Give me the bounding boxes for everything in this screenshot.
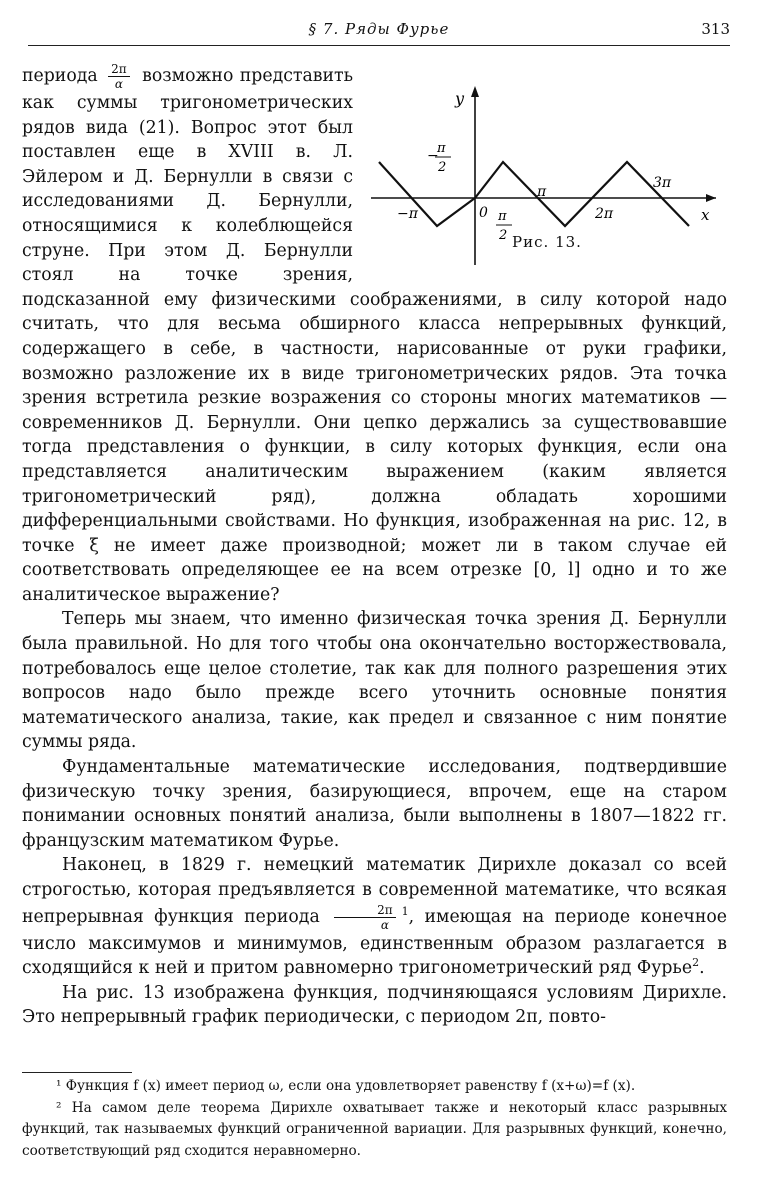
- neg-pi-label: −π: [397, 206, 418, 222]
- x-axis-arrow: [706, 194, 716, 202]
- paragraph-1: [22, 62, 727, 607]
- footnote-2: ² На самом деле теорема Дирихле охватывает также и некоторый класс разрывных функций, так называемых функций ограниченной вариации. Для разрывных функций, конечно, соответствующий ряд сходится неравномерно.: [22, 1099, 727, 1159]
- half-pi-denominator: 2: [499, 228, 508, 243]
- paragraph-4-middle: , имеющая на периоде конечное число максимумов и минимумов, единственным образом разлагается в сходящийся к ней и притом равномерно тригонометрический ряд Фурье: [22, 906, 727, 979]
- paragraph-4: [22, 853, 727, 980]
- header-rule: [28, 45, 730, 46]
- y-axis-label: y: [455, 89, 465, 108]
- footnote-ref-2[interactable]: 2: [692, 956, 700, 970]
- fraction-denominator-2: α: [380, 917, 389, 932]
- footnote-ref-1[interactable]: 1: [401, 904, 409, 918]
- footnotes: [22, 1072, 727, 1162]
- section-title: § 7. Ряды Фурье: [308, 20, 450, 38]
- figure-caption: Рис. 13.: [512, 233, 582, 251]
- half-pi-numerator: π: [498, 209, 507, 224]
- neg-half-pi-denominator: 2: [438, 160, 447, 175]
- paragraph-1-rest: возможно представить как суммы тригонометрических рядов вида (21). Вопрос этот был поставлен еще в XVIII в. Л. Эйлером и Д. Бернулли в связи с исследованиями Д. Бернулли, относящимися к колеблющейся струне. При этом Д. Бернулли стоял на точке зрения, подсказанной ему физическими соображениями, в силу которой надо считать, что для весьма обширного класса непрерывных функций, содержащего в себе, в частности, нарисованные от руки графики, возможно разложение их в виде тригонометрических рядов. Эта точка зрения встретила резкие возражения со стороны многих математиков — современников Д. Бернулли. Они цепко держались за существовавшие тогда представления о функции, в силу которых функция, если она представляется аналитическим выражением (каким является тригонометрический ряд), должна обладать хорошими дифференциальными свойствами. Но функция, изображенная на рис. 12, в точке ξ не имеет даже производной; может ли в таком случае ей соответствовать определяющее ее на всем отрезке [0, l] одно и то же аналитическое выражение?: [22, 66, 727, 605]
- footnote-1: ¹ Функция f (x) имеет период ω, если она удовлетворяет равенству f (x+ω)=f (x).: [56, 1078, 636, 1094]
- paragraph-5: На рис. 13 изображена функция, подчиняющаяся условиям Дирихле. Это непрерывный график периодически, с периодом 2π, повто-: [22, 982, 727, 1028]
- fraction-period-2: [334, 903, 396, 932]
- pi-label: π: [537, 184, 547, 200]
- paragraph-1-start: периода: [22, 66, 98, 86]
- neg-half-pi-numerator: π: [437, 141, 446, 156]
- main-text: [22, 62, 727, 1030]
- triangle-wave-curve: [379, 162, 689, 226]
- paragraph-2: Теперь мы знаем, что именно физическая точка зрения Д. Бернулли была правильной. Но для того чтобы она окончательно восторжествовала, потребовалось еще целое столетие, так как для полного разрешения этих вопросов надо было прежде всего уточнить основные понятия математического анализа, такие, как предел и связанное с ним понятие суммы ряда.: [22, 609, 727, 753]
- running-header: [28, 18, 730, 44]
- fraction-denominator: α: [114, 77, 123, 91]
- figure-13: [367, 62, 727, 284]
- y-axis-arrow: [471, 86, 479, 97]
- neg-half-pi-sign: −: [427, 148, 439, 164]
- paragraph-4-start: Наконец, в 1829 г. немецкий математик Дирихле доказал со всей строгостью, которая предъявляется в современной математике, что всякая непрерывная функция периода: [22, 855, 727, 927]
- two-pi-label: 2π: [595, 206, 614, 222]
- three-pi-label: 3π: [653, 175, 672, 191]
- x-axis-label: x: [701, 206, 710, 224]
- fraction-numerator-2: 2π: [334, 903, 396, 918]
- origin-label: 0: [479, 205, 488, 221]
- fraction-numerator: 2π: [108, 62, 130, 77]
- paragraph-3: Фундаментальные математические исследования, подтвердившие физическую точку зрения, базирующиеся, впрочем, еще на старом понимании основных понятий анализа, были выполнены в 1807—1822 гг. французским математиком Фурье.: [22, 757, 727, 851]
- paragraph-4-end: .: [699, 958, 705, 979]
- page-number: 313: [701, 20, 730, 38]
- footnote-rule: [22, 1072, 132, 1073]
- fraction-period: [108, 62, 130, 91]
